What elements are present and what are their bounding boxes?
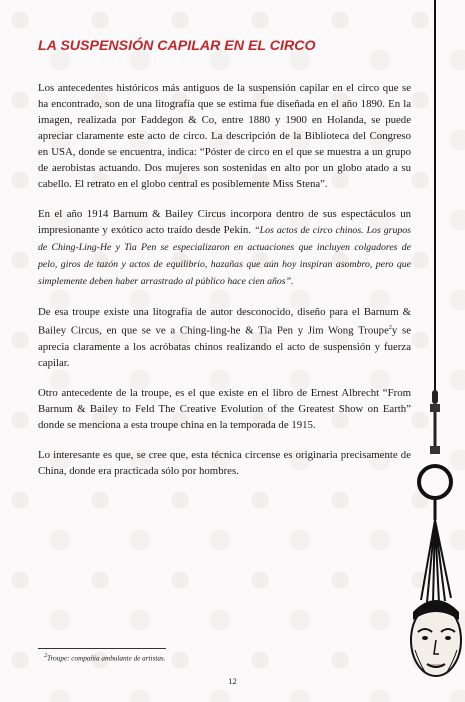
hanging-performer-illustration <box>405 0 465 702</box>
footnote: $^2$Troupe: compañía ambulante de artistas. <box>44 653 166 663</box>
paragraph-4: Otro antecedente de la troupe, es el que existe en el libro de Ernest Albrecht “From Barnum & Bailey to Feld The Creative Evolution of the Greatest Show on Earth” donde se menciona a esta troupe china en la temporada de 1915. <box>38 386 411 431</box>
face-icon <box>411 600 461 676</box>
paragraph-1: Los antecedentes históricos más antiguos de la suspensión capilar en el circo que se ha encontrado, son de una litografía que se estima fue diseñada en el año 1890. En la imagen, realizada por Faddegon & Co, entre 1880 y 1900 en Holanda, se puede apreciar claramente este acto de circo. La descripción de la Biblioteca del Congreso en USA, donde se encuentra, indica: “Póster de circo en el que se muestra a un grupo de aerobistas actuando. Dos mujeres son sostenidas en alto por un globo atado a su cabello. El retrato en el globo central es posiblemente Miss Stena”. <box>38 82 411 190</box>
swivel-hook-icon <box>419 390 451 520</box>
page-number: 12 <box>228 676 237 686</box>
page-title: LA SUSPENSIÓN CAPILAR EN EL CIRCO <box>38 38 316 54</box>
quote-text: “Los actos de circo chinos. Los grupos de Ching-Ling-He y Tia Pen se especializaron en actuaciones que incluyen colgadores de pelo, giros de tazón y actos de equilibrio, hazañas que aún hoy inspiran asombro, pero que simplemente deben haber arrastrado al público hace cien años”. <box>38 225 411 287</box>
footnote-divider <box>38 648 166 649</box>
article-body <box>38 80 411 493</box>
paragraph-5: Lo interesante es que, se cree que, esta técnica circense es originaria precisamente de China, donde era practicada sólo por hombres. <box>38 448 411 477</box>
paragraph-3: De esa troupe existe una litografía de autor desconocido, diseño para el Barnum & Bailey Circus, en que se ve a Ching-ling-he & Tia Pen y Jim Wong Troupe$^2$y se aprecia claramente a los acróbatas chinos realizando el acto de suspensión y fuerza capilar. <box>38 306 411 369</box>
footnote-ref: 2 <box>388 325 392 331</box>
paragraph-2: En el año 1914 Barnum & Bailey Circus incorpora dentro de sus espectáculos un impresionante y exótico acto traído desde Pekín. “Los actos de circo chinos. Los grupos de Ching-Ling-He y Tia Pen se especializaron en actuaciones que incluyen colgadores de pelo, giros de tazón y actos de equilibrio, hazañas que aún hoy inspiran asombro, pero que simplemente deben haber arrastrado al público hace cien años”. <box>38 208 411 287</box>
